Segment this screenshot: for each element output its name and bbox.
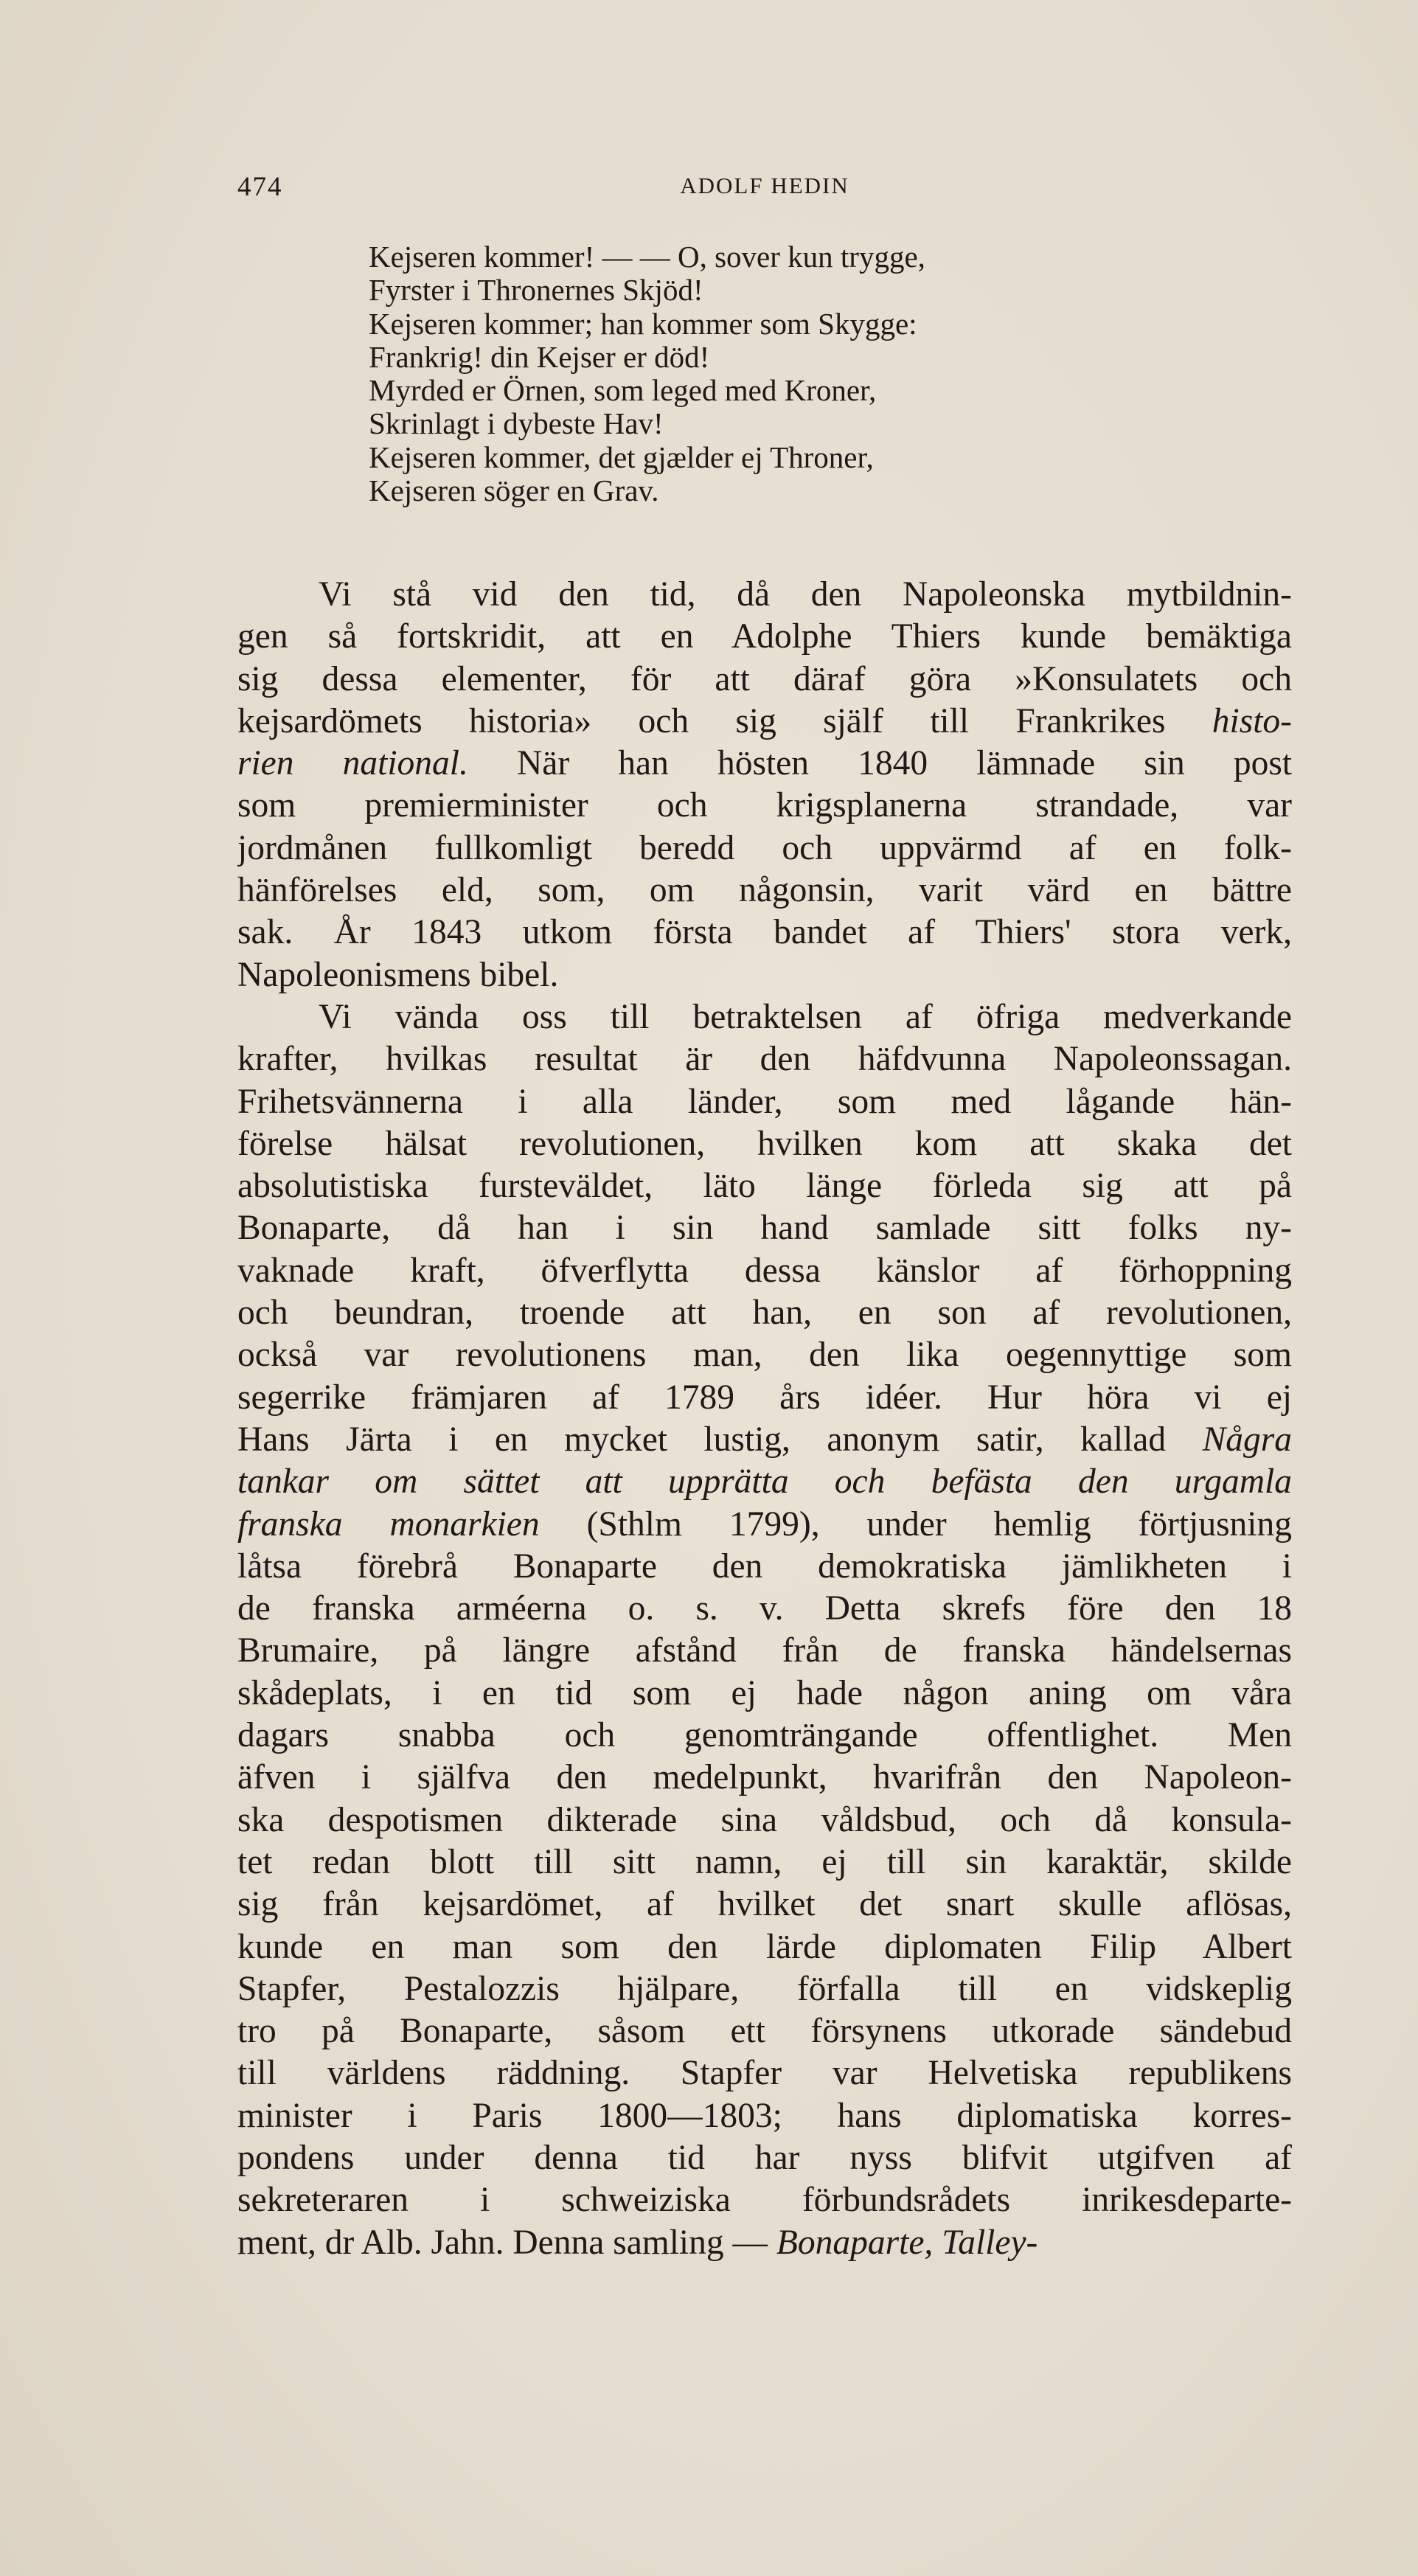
- text-segment: skådeplats, i en tid som ej hade någon aning om våra: [237, 1673, 1292, 1712]
- body-text: [237, 574, 1292, 2264]
- text-line: [237, 1207, 1292, 1249]
- text-line: [237, 701, 1292, 743]
- text-segment: Bonaparte, då han i sin hand samlade sitt folks ny-: [237, 1209, 1292, 1248]
- text-segment: (Sthlm 1799), under hemlig förtjusning: [539, 1504, 1292, 1544]
- text-segment: kunde en man som den lärde diplomaten Filip Albert: [237, 1927, 1292, 1966]
- text-line: [237, 1165, 1292, 1207]
- italic-text: histo-: [1212, 701, 1292, 740]
- text-line: [237, 954, 1292, 996]
- italic-text: tankar om sättet att upprätta och befästa den urgamla: [237, 1462, 1292, 1501]
- italic-text: franska monarkien: [237, 1504, 540, 1544]
- text-line: [237, 1377, 1292, 1419]
- text-line: [237, 2095, 1292, 2137]
- text-segment: äfven i själfva den medelpunkt, hvarifrån den Napoleon-: [237, 1758, 1292, 1797]
- text-segment: och beundran, troende att han, en son af revolutionen,: [237, 1294, 1292, 1333]
- text-segment: som premierminister och krigsplanerna strandade, var: [237, 786, 1292, 825]
- text-segment: tro på Bonaparte, såsom ett försynens utkorade sändebud: [237, 2012, 1292, 2051]
- text-segment: sig dessa elementer, för att däraf göra »Konsulatets och: [237, 659, 1292, 698]
- text-segment: kejsardömets historia» och sig själf till Frankrikes: [237, 701, 1212, 740]
- text-segment: segerrike främjaren af 1789 års idéer. Hur höra vi ej: [237, 1378, 1292, 1417]
- text-line: [237, 1081, 1292, 1123]
- italic-text: rien national.: [237, 744, 468, 783]
- italic-text: Några: [1202, 1420, 1292, 1459]
- text-line: [237, 743, 1292, 785]
- text-line: [237, 2222, 1292, 2264]
- text-segment: absolutistiska fursteväldet, läto länge förleda sig att på: [237, 1167, 1292, 1206]
- text-line: [237, 1546, 1292, 1588]
- text-segment: ment, dr Alb. Jahn. Denna samling —: [237, 2223, 776, 2262]
- poem-line: Frankrig! din Kejser er död!: [369, 339, 710, 374]
- text-segment: Hans Järta i en mycket lustig, anonym satir, kallad: [237, 1420, 1203, 1459]
- text-segment: När han hösten 1840 lämnade sin post: [468, 744, 1292, 783]
- text-line: [237, 1588, 1292, 1630]
- text-line: [237, 1884, 1292, 1926]
- text-line: [237, 1334, 1292, 1376]
- text-line: [237, 1841, 1292, 1884]
- text-line: [237, 1799, 1292, 1841]
- text-segment: minister i Paris 1800—1803; hans diplomatiska korres-: [237, 2096, 1292, 2135]
- text-line: [237, 2137, 1292, 2179]
- text-line: [237, 1926, 1292, 1968]
- text-segment: Brumaire, på längre afstånd från de franska händelsernas: [237, 1631, 1292, 1670]
- text-line: [237, 996, 1292, 1038]
- italic-text: Bonaparte, Talley-: [776, 2223, 1038, 2262]
- text-segment: sig från kejsardömet, af hvilket det snart skulle aflösas,: [237, 1885, 1292, 1924]
- text-segment: dagars snabba och genomträngande offentlighet. Men: [237, 1716, 1292, 1755]
- text-line: [237, 1630, 1292, 1672]
- text-line: [237, 616, 1292, 658]
- poem-line: Kejseren kommer! — — O, sover kun trygge,: [369, 240, 925, 274]
- text-line: [237, 2010, 1292, 2052]
- poem-quotation: [369, 240, 1290, 507]
- page-number: 474: [237, 172, 283, 202]
- text-line: [237, 2179, 1292, 2221]
- text-segment: tet redan blott till sitt namn, ej till sin karaktär, skilde: [237, 1842, 1292, 1881]
- text-line: [237, 1757, 1292, 1799]
- poem-line: Fyrster i Thronernes Skjöd!: [369, 273, 703, 308]
- text-segment: sekreteraren i schweiziska förbundsrådets inrikesdeparte-: [237, 2181, 1292, 2220]
- text-segment: vaknade kraft, öfverflytta dessa känslor af förhoppning: [237, 1251, 1292, 1290]
- text-segment: Stapfer, Pestalozzis hjälpare, förfalla till en vidskeplig: [237, 1969, 1292, 2008]
- text-line: [237, 1038, 1292, 1080]
- text-line: [237, 2052, 1292, 2094]
- text-segment: gen så fortskridit, att en Adolphe Thiers kunde bemäktiga: [237, 617, 1292, 656]
- text-line: [237, 1673, 1292, 1715]
- text-line: [237, 659, 1292, 701]
- text-segment: Napoleonismens bibel.: [237, 955, 559, 994]
- text-line: [237, 574, 1292, 616]
- poem-line: Kejseren kommer, det gjælder ej Throner,: [369, 440, 874, 474]
- text-line: [237, 1419, 1292, 1461]
- running-head: ADOLF HEDIN: [680, 173, 849, 198]
- poem-line: Myrded er Örnen, som leged med Kroner,: [369, 373, 877, 408]
- text-line: [237, 785, 1292, 827]
- text-segment: pondens under denna tid har nyss blifvit utgifven af: [237, 2138, 1292, 2177]
- text-segment: Vi vända oss till betraktelsen af öfriga medverkande: [319, 997, 1292, 1036]
- text-line: [237, 1715, 1292, 1757]
- text-line: [237, 827, 1292, 869]
- poem-line: Kejseren kommer; han kommer som Skygge:: [369, 306, 917, 341]
- text-segment: hänförelses eld, som, om någonsin, varit värd en bättre: [237, 871, 1292, 910]
- text-segment: förelse hälsat revolutionen, hvilken kom att skaka det: [237, 1124, 1292, 1163]
- text-segment: också var revolutionens man, den lika oegennyttige som: [237, 1336, 1292, 1375]
- text-line: [237, 1504, 1292, 1546]
- text-segment: sak. År 1843 utkom första bandet af Thiers' stora verk,: [237, 913, 1292, 952]
- text-segment: ska despotismen dikterade sina våldsbud, och då konsula-: [237, 1800, 1292, 1839]
- poem-line: Kejseren söger en Grav.: [369, 473, 659, 508]
- text-line: [237, 1292, 1292, 1334]
- text-segment: låtsa förebrå Bonaparte den demokratiska jämlikheten i: [237, 1546, 1292, 1586]
- text-segment: Vi stå vid den tid, då den Napoleonska mytbildnin-: [319, 575, 1292, 614]
- text-segment: jordmånen fullkomligt beredd och uppvärmd af en folk-: [237, 828, 1292, 867]
- text-line: [237, 1250, 1292, 1292]
- text-segment: till världens räddning. Stapfer var Helvetiska republikens: [237, 2054, 1292, 2093]
- text-segment: de franska arméerna o. s. v. Detta skrefs före den 18: [237, 1589, 1292, 1628]
- text-line: [237, 1123, 1292, 1165]
- text-line: [237, 869, 1292, 912]
- poem-line: Skrinlagt i dybeste Hav!: [369, 406, 664, 441]
- text-line: [237, 912, 1292, 954]
- text-line: [237, 1968, 1292, 2010]
- text-line: [237, 1461, 1292, 1503]
- text-segment: Frihetsvännerna i alla länder, som med lågande hän-: [237, 1082, 1292, 1121]
- text-segment: krafter, hvilkas resultat är den häfdvunna Napoleonssagan.: [237, 1040, 1292, 1079]
- page-header: [237, 171, 1292, 215]
